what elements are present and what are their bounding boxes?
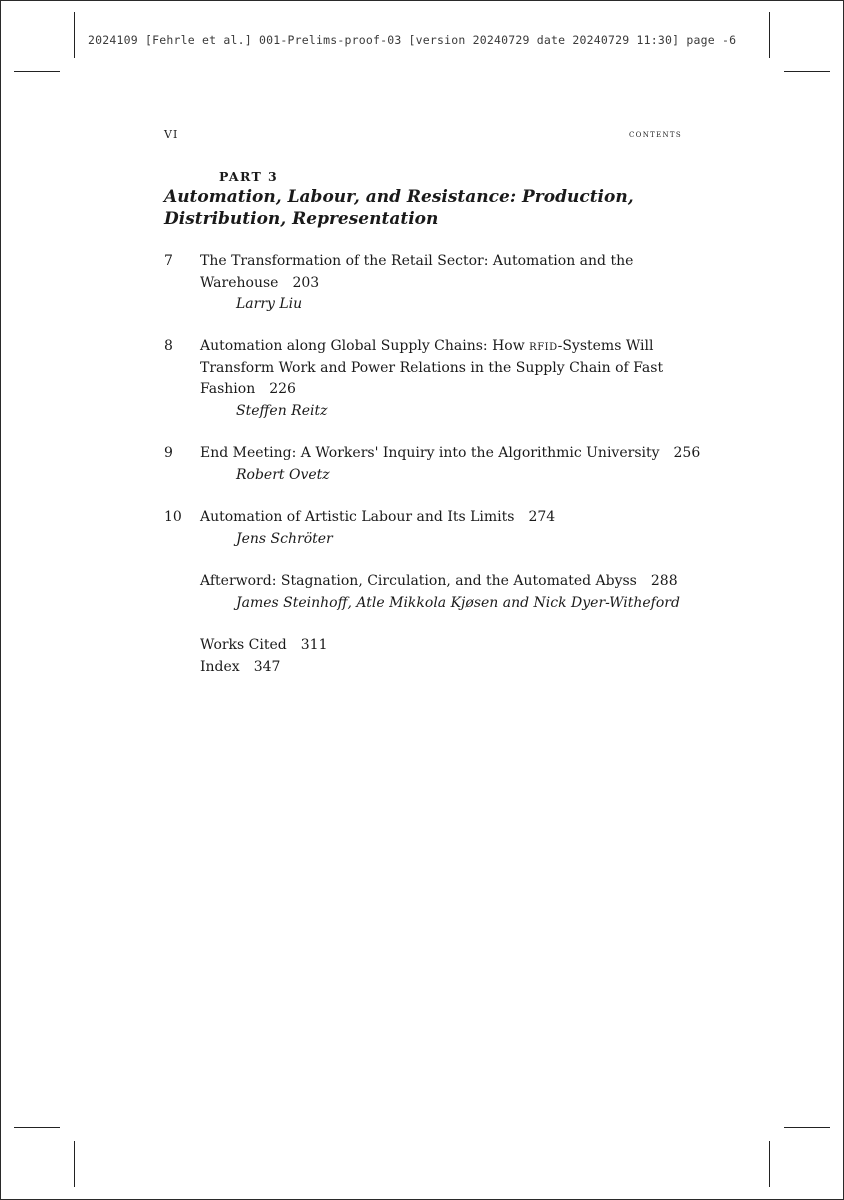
afterword-author: James Steinhoff, Atle Mikkola Kjøsen and Nick Dyer-Witheford bbox=[236, 594, 680, 611]
toc-entry-works-cited[interactable] bbox=[164, 635, 704, 657]
afterword-page: 288 bbox=[650, 573, 678, 589]
chapter-title: The Transformation of the Retail Sector: Automation and the Warehouse 203 bbox=[200, 253, 634, 291]
chapter-page: 256 bbox=[673, 445, 701, 461]
chapter-title: Automation of Artistic Labour and Its Limits 274 bbox=[200, 509, 556, 525]
crop-mark-top-left-vertical bbox=[74, 12, 75, 58]
crop-mark-top-right-vertical bbox=[769, 12, 770, 58]
chapter-title: End Meeting: A Workers' Inquiry into the Algorithmic University 256 bbox=[200, 445, 701, 461]
back-matter-title: Index 347 bbox=[200, 659, 281, 675]
crop-mark-top-left-horizontal bbox=[14, 71, 60, 72]
chapter-page: 203 bbox=[292, 274, 320, 291]
toc-entry-chapter-10[interactable] bbox=[164, 507, 704, 550]
chapter-number: 9 bbox=[164, 445, 173, 461]
proof-header: 2024109 [Fehrle et al.] 001-Prelims-proof-03 [version 20240729 date 20240729 11:30] page -6 bbox=[88, 33, 737, 47]
chapter-author: Steffen Reitz bbox=[236, 402, 328, 419]
chapter-number: 7 bbox=[164, 253, 173, 269]
chapter-author: Jens Schröter bbox=[236, 530, 333, 547]
crop-mark-top-right-horizontal bbox=[784, 71, 830, 72]
back-matter-title: Works Cited 311 bbox=[200, 637, 328, 653]
toc-entry-chapter-7[interactable] bbox=[164, 251, 704, 316]
toc-entry-afterword[interactable] bbox=[164, 571, 704, 614]
running-head: contents bbox=[629, 128, 682, 140]
toc-entry-chapter-8[interactable] bbox=[164, 336, 704, 422]
crop-mark-bottom-left-vertical bbox=[74, 1141, 75, 1187]
chapter-number: 8 bbox=[164, 338, 173, 354]
chapter-page: 274 bbox=[528, 509, 556, 525]
part-title: Automation, Labour, and Resistance: Production, Distribution, Representation bbox=[164, 187, 634, 229]
part-label: PART 3 bbox=[219, 169, 279, 184]
chapter-author: Larry Liu bbox=[236, 296, 303, 312]
toc-entry-index[interactable] bbox=[164, 657, 704, 679]
chapter-title: Automation along Global Supply Chains: How rfid-Systems Will Transform Work and Power Relations in the Supply Chain of Fast Fashion 226 bbox=[200, 338, 664, 397]
chapter-page: 226 bbox=[269, 381, 296, 397]
back-matter-page: 311 bbox=[300, 637, 328, 653]
afterword-title: Afterword: Stagnation, Circulation, and the Automated Abyss 288 bbox=[200, 573, 678, 589]
chapter-author: Robert Ovetz bbox=[236, 466, 330, 483]
page-folio: VI bbox=[164, 128, 179, 141]
crop-mark-bottom-right-horizontal bbox=[784, 1127, 830, 1128]
crop-mark-bottom-right-vertical bbox=[769, 1141, 770, 1187]
toc-entry-chapter-9[interactable] bbox=[164, 443, 704, 486]
back-matter-page: 347 bbox=[253, 659, 281, 675]
chapter-number: 10 bbox=[164, 509, 182, 525]
crop-mark-bottom-left-horizontal bbox=[14, 1127, 60, 1128]
